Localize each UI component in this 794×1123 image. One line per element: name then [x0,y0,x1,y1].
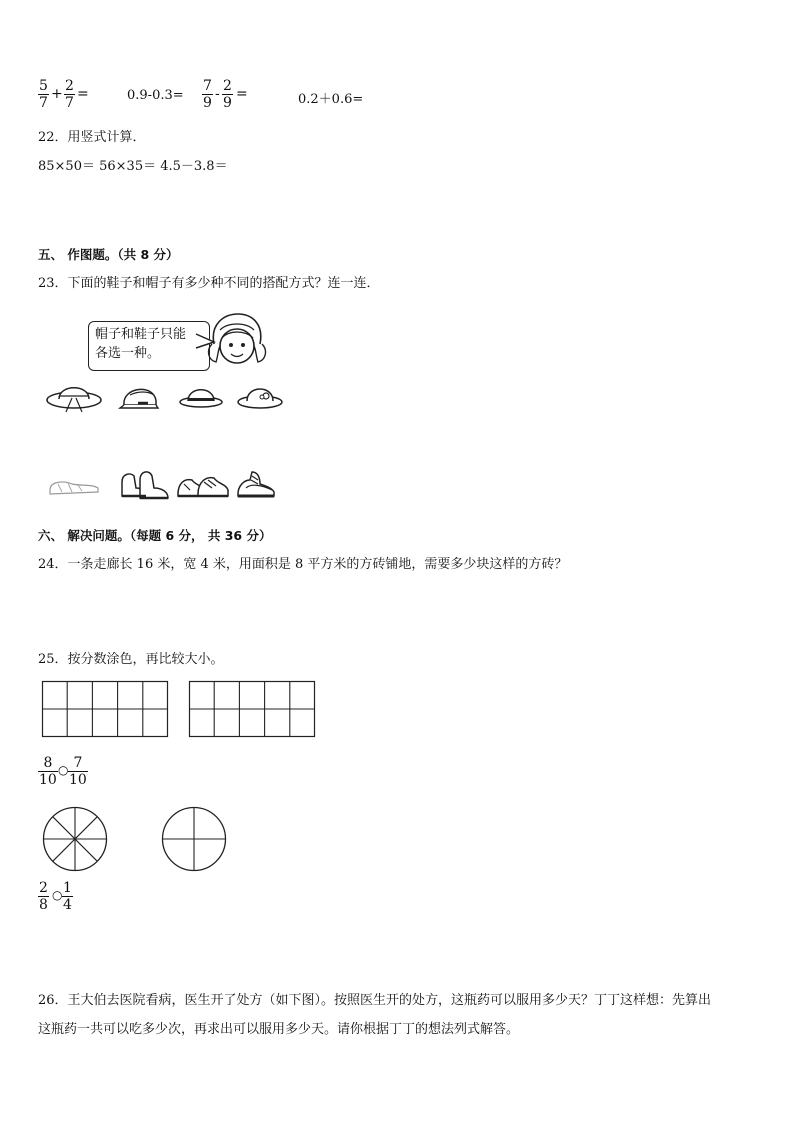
q23-title: 23．下面的鞋子和帽子有多少种不同的搭配方式？连一连． [38,276,380,291]
boots-icon [118,466,174,502]
fraction: 8 10 [39,755,57,788]
section-6-title: 六、 解决问题。（每题 6 分， 共 36 分） [38,528,272,543]
fraction: 2 9 [223,78,232,111]
q26-line-2: 这瓶药一共可以吃多少次，再求出可以服用多少天。请你根据丁丁的想法列式解答。 [38,1022,520,1037]
fraction: 1 4 [63,880,72,913]
section-5-title: 五、 作图题。（共 8 分） [38,247,179,262]
operator: - [215,86,220,102]
high-top-sneakers-icon [236,466,282,500]
circle-eight-parts [42,806,108,872]
fraction: 5 7 [39,78,48,111]
girl-icon [206,310,268,374]
cap-icon [118,381,162,413]
grid-ten-parts-2 [189,681,315,737]
fraction: 7 9 [203,78,212,111]
speech-bubble: 帽子和鞋子只能 各选一种。 [88,321,210,371]
sneakers-icon [174,468,230,500]
q22-expressions: 85×50＝ 56×35＝ 4.5－3.8＝ [38,159,228,174]
fraction: 7 10 [69,755,87,788]
q25-title: 25．按分数涂色，再比较大小。 [38,652,224,667]
sun-hat-icon [44,376,104,414]
grid-ten-parts-1 [42,681,168,737]
q22-title: 22．用竖式计算． [38,130,146,145]
q26-line-1: 26．王大伯去医院看病，医生开了处方（如下图）。按照医生开的处方，这瓶药可以服用多少天？丁丁这样想：先算出 [38,993,712,1008]
operator: + [51,86,63,102]
compare-circle[interactable]: ○ [52,888,63,902]
equals: = [236,86,248,102]
circle-four-parts [161,806,227,872]
q21-expression-2: 0.9-0.3= [127,88,184,103]
equals: = [77,86,89,102]
sandal-icon [46,472,102,498]
fraction: 2 7 [65,78,74,111]
compare-circle[interactable]: ○ [58,763,69,777]
q24-title: 24．一条走廊长 16 米，宽 4 米，用面积是 8 平方米的方砖铺地，需要多少块这样的方砖？ [38,557,568,572]
fedora-hat-icon [178,382,224,410]
fraction: 2 8 [39,880,48,913]
q21-expression-4: 0.2＋0.6= [298,92,364,107]
bow-hat-icon [236,380,284,412]
